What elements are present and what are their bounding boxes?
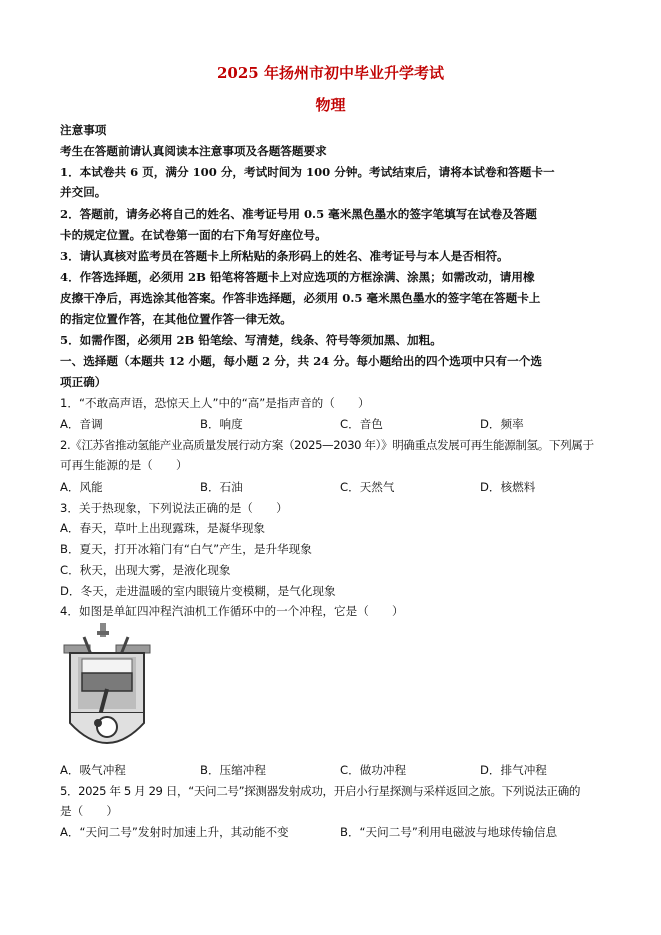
q5-option-a: A．“天问二号”发射时加速上升，其动能不变 <box>60 825 289 839</box>
section-heading: 一、选择题（本题共 12 小题，每小题 2 分，共 24 分。每小题给出的四个选项中只有一个选 <box>60 354 542 368</box>
q2-option-c: C．天然气 <box>340 480 395 494</box>
q3-option-b: B．夏天，打开冰箱门有“白气”产生，是升华现象 <box>60 542 312 556</box>
q4-option-a: A．吸气冲程 <box>60 763 126 777</box>
notice-line: 皮擦干净后，再选涂其他答案。作答非选择题，必须用 0.5 毫米黑色墨水的签字笔在答题卡上 <box>60 291 541 305</box>
notice-heading: 注意事项 <box>60 123 107 137</box>
exam-subject: 物理 <box>315 96 346 114</box>
q2-option-b: B．石油 <box>200 480 243 494</box>
notice-line: 的指定位置作答，在其他位置作答一律无效。 <box>60 312 292 326</box>
question-5-stem: 5．2025 年 5 月 29 日，“天问二号”探测器发射成功，开启小行星探测与采样返回之旅。下列说法正确的 <box>60 784 581 798</box>
notice-line: 4．作答选择题，必须用 2B 铅笔将答题卡上对应选项的方框涂满、涂黑；如需改动，请用橡 <box>60 270 535 284</box>
q4-option-b: B．压缩冲程 <box>200 763 266 777</box>
engine-cylinder-icon <box>62 623 152 748</box>
q1-option-a: A．音调 <box>60 417 103 431</box>
q4-option-c: C．做功冲程 <box>340 763 407 777</box>
question-1-stem: 1．“不敢高声语，恐惊天上人”中的“高”是指声音的（ ） <box>60 396 370 410</box>
question-4-stem: 4．如图是单缸四冲程汽油机工作循环中的一个冲程，它是（ ） <box>60 604 404 618</box>
q1-option-b: B．响度 <box>200 417 243 431</box>
question-3-stem: 3．关于热现象，下列说法正确的是（ ） <box>60 501 288 515</box>
q4-option-d: D．排气冲程 <box>480 763 547 777</box>
q5-option-b: B．“天问二号”利用电磁波与地球传输信息 <box>340 825 558 839</box>
section-heading-cont: 项正确） <box>60 375 107 389</box>
q1-option-d: D．频率 <box>480 417 524 431</box>
notice-intro: 考生在答题前请认真阅读本注意事项及各题答题要求 <box>60 144 327 158</box>
q3-option-d: D．冬天，走进温暖的室内眼镜片变模糊，是气化现象 <box>60 584 336 598</box>
question-5-stem-cont: 是（ ） <box>60 804 118 818</box>
notice-line: 2．答题前，请务必将自己的姓名、准考证号用 0.5 毫米黑色墨水的签字笔填写在试卷及答题 <box>60 207 537 221</box>
q2-option-d: D．核燃料 <box>480 480 536 494</box>
exam-title: 2025 年扬州市初中毕业升学考试 <box>217 64 444 82</box>
notice-line: 1．本试卷共 6 页，满分 100 分，考试时间为 100 分钟。考试结束后，请将本试卷和答题卡一 <box>60 165 555 179</box>
q2-option-a: A．风能 <box>60 480 103 494</box>
notice-line: 并交回。 <box>60 185 107 199</box>
q3-option-a: A．春天，草叶上出现露珠，是凝华现象 <box>60 521 266 535</box>
q3-option-c: C．秋天，出现大雾，是液化现象 <box>60 563 231 577</box>
notice-line: 卡的规定位置。在试卷第一面的右下角写好座位号。 <box>60 228 327 242</box>
q1-option-c: C．音色 <box>340 417 383 431</box>
question-2-stem-cont: 可再生能源的是（ ） <box>60 458 188 472</box>
question-2-stem: 2.《江苏省推动氢能产业高质量发展行动方案（2025—2030 年）》明确重点发展可再生能源制氢。下列属于 <box>60 438 594 452</box>
notice-line: 3．请认真核对监考员在答题卡上所粘贴的条形码上的姓名、准考证号与本人是否相符。 <box>60 249 509 263</box>
notice-line: 5．如需作图，必须用 2B 铅笔绘、写清楚，线条、符号等须加黑、加粗。 <box>60 333 442 347</box>
